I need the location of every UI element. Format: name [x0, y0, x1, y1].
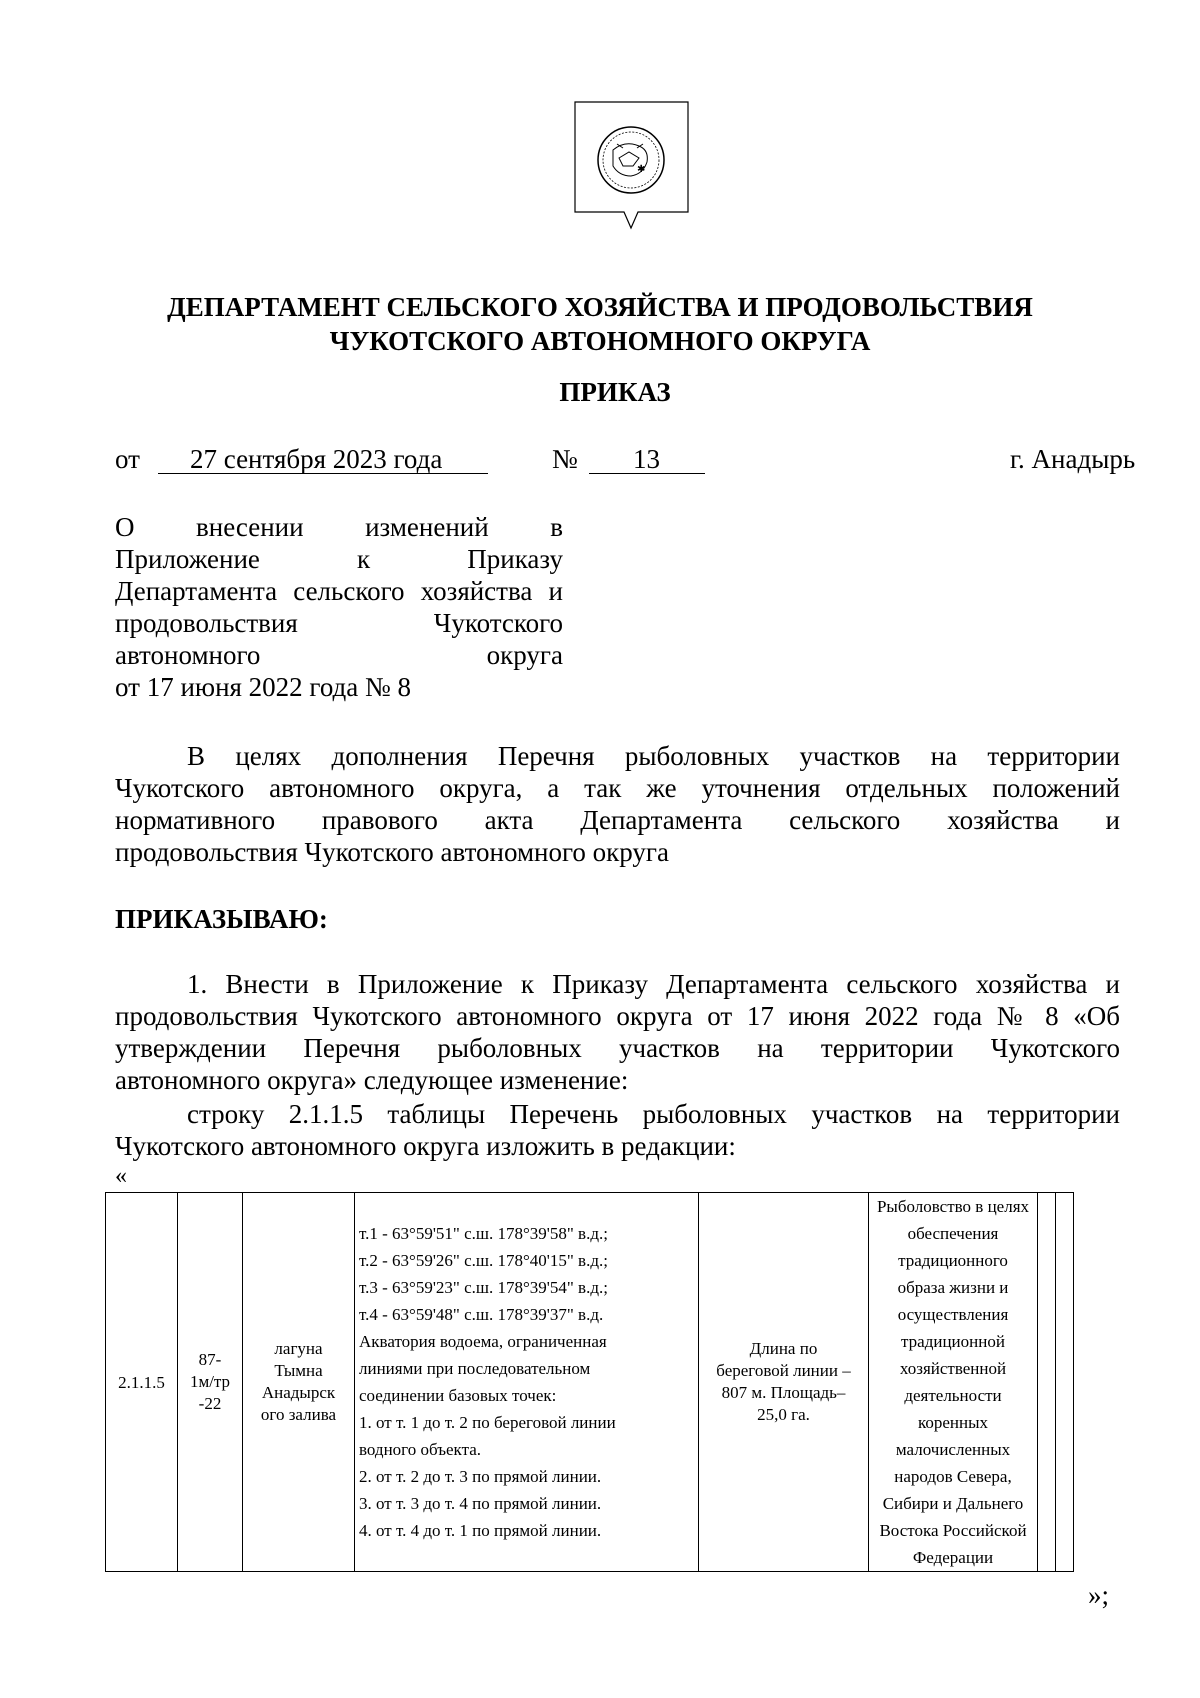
preamble-line: Чукотского автономного округа, а так же уточнения отдельных положений — [115, 773, 1120, 803]
department-title-line1: ДЕПАРТАМЕНТ СЕЛЬСКОГО ХОЗЯЙСТВА И ПРОДОВОЛЬСТВИЯ — [167, 292, 1033, 322]
cell-number: 2.1.1.5 — [106, 1193, 178, 1572]
cell-purpose — [869, 1193, 1038, 1572]
document-date: 27 сентября 2023 года — [190, 444, 443, 474]
name-line: Тымна — [274, 1361, 323, 1380]
preamble-line: продовольствия Чукотского автономного округа — [115, 837, 669, 867]
purpose-line: хозяйственной — [899, 1359, 1007, 1378]
purpose-line: традиционной — [901, 1332, 1005, 1351]
coat-of-arms-emblem — [573, 100, 690, 245]
code-line: -22 — [198, 1394, 222, 1413]
department-title — [0, 290, 1200, 358]
preamble-line: нормативного правового акта Департамента сельского хозяйства и — [115, 805, 1120, 835]
boundary-line: 3. от т. 3 до т. 4 по прямой линии. — [359, 1494, 602, 1513]
cell-boundaries — [355, 1193, 699, 1572]
boundary-line: т.2 - 63°59'26" с.ш. 178°40'15" в.д.; — [359, 1251, 608, 1270]
name-line: лагуна — [274, 1339, 323, 1358]
cell-empty-7 — [1038, 1193, 1056, 1572]
number-label: № — [552, 444, 578, 474]
document-city: г. Анадырь — [1010, 444, 1136, 474]
code-line: 87- — [198, 1350, 222, 1369]
purpose-line: обеспечения — [907, 1224, 999, 1243]
boundary-line: соединении базовых точек: — [359, 1386, 557, 1405]
purpose-line: народов Севера, — [894, 1467, 1012, 1486]
size-line: 25,0 га. — [757, 1405, 810, 1424]
cell-size — [699, 1193, 869, 1572]
preamble-line: В целях дополнения Перечня рыболовных участков на территории — [187, 741, 1120, 771]
purpose-line: малочисленных — [895, 1440, 1011, 1459]
purpose-line: Востока Российской — [879, 1521, 1027, 1540]
quote-open: « — [115, 1163, 127, 1189]
boundary-line: водного объекта. — [359, 1440, 481, 1459]
subject-line: автономного округа — [115, 640, 563, 670]
boundary-line: 1. от т. 1 до т. 2 по береговой линии — [359, 1413, 616, 1432]
subject-line: Департамента сельского хозяйства и — [115, 576, 563, 606]
size-line: береговой линии – — [716, 1361, 851, 1380]
size-line: Длина по — [749, 1339, 818, 1358]
size-line: 807 м. Площадь– — [721, 1383, 846, 1402]
item1-sub-line: строку 2.1.1.5 таблицы Перечень рыболовных участков на территории — [187, 1099, 1120, 1129]
cell-name — [243, 1193, 355, 1572]
cell-empty-8 — [1056, 1193, 1074, 1572]
document-type: ПРИКАЗ — [559, 377, 671, 407]
purpose-line: образа жизни и — [897, 1278, 1009, 1297]
number-underline — [589, 473, 705, 474]
date-underline — [158, 473, 488, 474]
purpose-line: Сибири и Дальнего — [882, 1494, 1024, 1513]
boundary-line: т.3 - 63°59'23" с.ш. 178°39'54" в.д.; — [359, 1278, 608, 1297]
subject-line: Приложение к Приказу — [115, 544, 563, 574]
svg-text:✱: ✱ — [637, 164, 646, 175]
item1-line: продовольствия Чукотского автономного округа от 17 июня 2022 года № 8 «Об — [115, 1001, 1120, 1031]
name-line: ого залива — [260, 1405, 337, 1424]
item1-line: утверждении Перечня рыболовных участков на территории Чукотского — [115, 1033, 1120, 1063]
purpose-line: коренных — [917, 1413, 989, 1432]
purpose-line: Федерации — [912, 1548, 994, 1567]
subject-line: от 17 июня 2022 года № 8 — [115, 672, 412, 702]
subject-line: продовольствия Чукотского — [115, 608, 563, 638]
boundary-line: т.1 - 63°59'51" с.ш. 178°39'58" в.д.; — [359, 1224, 608, 1243]
boundary-line: Акватория водоема, ограниченная — [359, 1332, 607, 1351]
item1-line: автономного округа» следующее изменение: — [115, 1065, 629, 1095]
quote-close: »; — [1088, 1580, 1110, 1610]
cell-code — [178, 1193, 243, 1572]
preamble-paragraph — [115, 740, 1120, 868]
table-row — [106, 1193, 1074, 1572]
boundary-line: 2. от т. 2 до т. 3 по прямой линии. — [359, 1467, 602, 1486]
item1-sub-paragraph — [115, 1098, 1120, 1162]
document-subject — [115, 511, 563, 703]
name-line: Анадырск — [261, 1383, 336, 1402]
item1-paragraph — [115, 968, 1120, 1096]
purpose-line: деятельности — [904, 1386, 1002, 1405]
boundary-line: 4. от т. 4 до т. 1 по прямой линии. — [359, 1521, 602, 1540]
item1-sub-line: Чукотского автономного округа изложить в редакции: — [115, 1131, 736, 1161]
document-number: 13 — [633, 444, 660, 474]
fishing-area-table — [105, 1192, 1074, 1572]
item1-line: 1. Внести в Приложение к Приказу Департамента сельского хозяйства и — [187, 969, 1120, 999]
purpose-line: традиционного — [898, 1251, 1008, 1270]
order-word: ПРИКАЗЫВАЮ: — [115, 904, 328, 934]
code-line: 1м/тр — [189, 1372, 231, 1391]
purpose-line: Рыболовство в целях — [876, 1197, 1030, 1216]
date-from-label: от — [115, 444, 140, 474]
purpose-line: осуществления — [897, 1305, 1009, 1324]
department-title-line2: ЧУКОТСКОГО АВТОНОМНОГО ОКРУГА — [329, 326, 871, 356]
boundary-line: линиями при последовательном — [359, 1359, 591, 1378]
subject-line: О внесении изменений в — [115, 512, 563, 542]
boundary-line: т.4 - 63°59'48" с.ш. 178°39'37" в.д. — [359, 1305, 604, 1324]
